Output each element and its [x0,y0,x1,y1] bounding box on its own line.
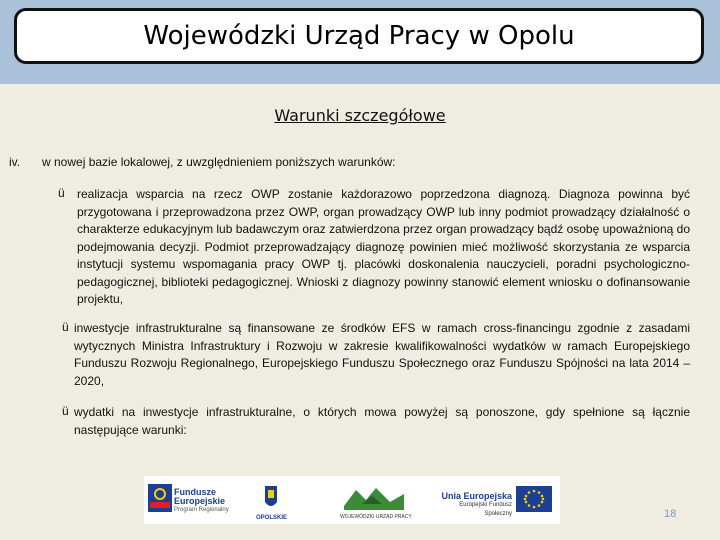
logo-strip [144,476,560,524]
title-box [14,8,704,64]
page-number: 18 [664,508,677,520]
opolskie-emblem-icon [262,484,280,512]
eu-flag-icon [516,486,552,512]
opolskie-text: OPOLSKIE [256,515,288,521]
item-text: w nowej bazie lokalowej, z uwzględnieniem poniższych warunków: [42,155,396,169]
item-marker: iv. [9,155,21,169]
check-icon: ü [58,186,65,200]
page-title: Wojewódzki Urząd Pracy w Opolu [143,21,575,51]
check-icon: ü [62,404,69,418]
wup-logo-icon [344,484,404,510]
fe-logo-text: Fundusze Europejskie Program Regionalny [174,487,229,513]
bullet-text-3: wydatki na inwestycje infrastrukturalne, o których mowa powyżej są ponoszone, gdy spełnione są łącznie następujące warunki: [74,405,690,437]
fundusze-europejskie-icon [148,484,172,512]
section-subtitle: Warunki szczegółowe [274,106,446,125]
bullet-text-2: inwestycje infrastrukturalne są finansowane ze środków EFS w ramach cross-financingu zgodnie z zasadami wytycznych Ministra Infrastruktury i Rozwoju w zakresie kwalifikowalności wydatków w ramach Europejskiego Funduszu Rozwoju Regionalnego, Europejskiego Funduszu Społecznego oraz Funduszu Spójności na lata 2014 – 2020, [74,321,690,388]
ue-logo-text: Unia Europejska Europejski Fundusz Społeczny [441,491,512,517]
wup-text: WOJEWÓDZKI URZĄD PRACY [340,514,412,520]
bullet-text-1: realizacja wsparcia na rzecz OWP zostanie każdorazowo poprzedzona diagnozą. Diagnoza powinna być przygotowana i przeprowadzona przez OWP, organ prowadzący OWP lub inny podmiot prowadzący działalność o charakterze edukacyjnym lub badawczym oraz zatwierdzona przez organ prowadzący bądź osobę upoważnioną do podejmowania decyzji. Podmiot przeprowadzający diagnozę powinien mieć możliwość skorzystania ze wsparcia instytucji systemu wspomagania pracy OWP tj. placówki doskonalenia nauczycieli, poradni psychologiczno-pedagogicznej, biblioteki pedagogicznej. Wnioski z diagnozy powinny stanowić element wniosku o dofinansowanie projektu, [77,187,691,306]
check-icon: ü [62,320,69,334]
